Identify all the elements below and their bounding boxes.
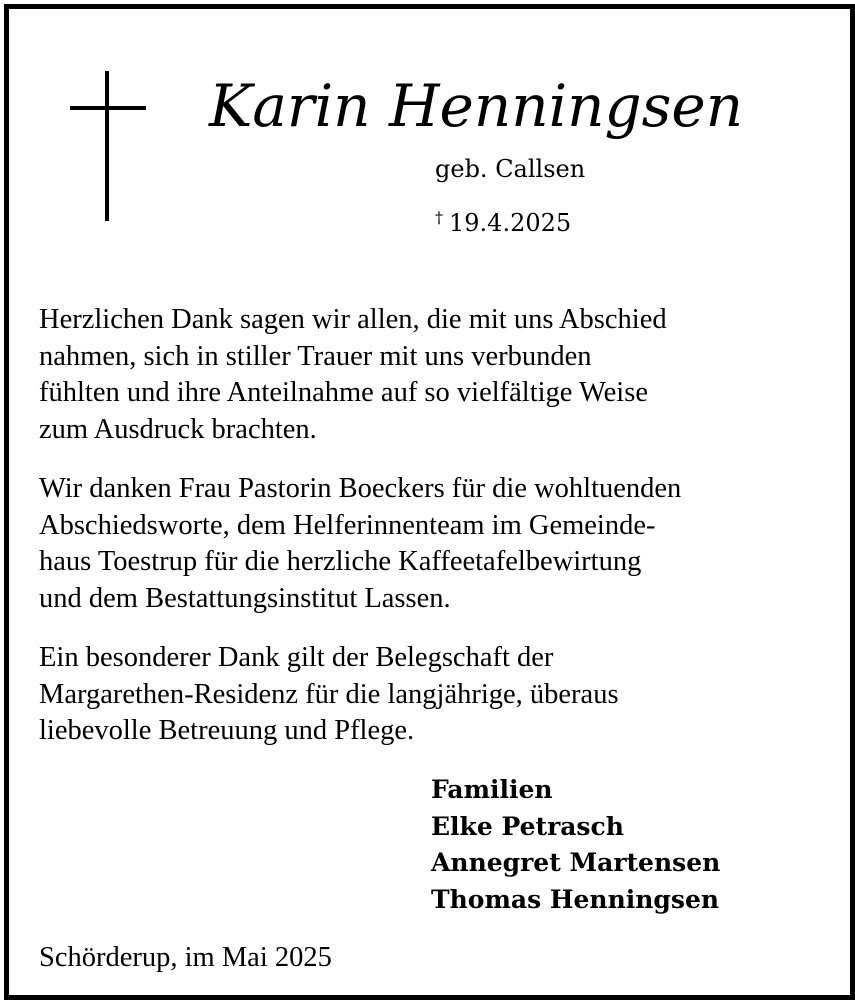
signature-line: Elke Petrasch bbox=[431, 811, 624, 841]
death-date bbox=[435, 201, 571, 240]
signature-block bbox=[431, 772, 720, 918]
text-line: und dem Bestattungsinstitut Lassen. bbox=[39, 582, 451, 614]
text-line: Ein besonderer Dank gilt der Belegschaft der bbox=[39, 642, 554, 673]
deceased-name: Karin Henningsen bbox=[209, 72, 744, 140]
death-date-value: 19.4.2025 bbox=[449, 209, 572, 237]
place-date: Schörderup, im Mai 2025 bbox=[39, 942, 332, 973]
birth-name: geb. Callsen bbox=[435, 155, 586, 183]
signature-line: Annegret Martensen bbox=[431, 848, 721, 877]
text-line: fühlten und ihre Anteilnahme auf so vielfältige Weise bbox=[39, 377, 648, 408]
text-line: Wir danken Frau Pastorin Boeckers für die wohltuenden bbox=[39, 473, 682, 504]
text-line: nahmen, sich in stiller Trauer mit uns verbunden bbox=[39, 340, 592, 372]
obituary-frame bbox=[4, 4, 855, 1000]
thanks-paragraph-2 bbox=[39, 471, 839, 617]
text-line: Herzlichen Dank sagen wir allen, die mit uns Abschied bbox=[39, 304, 667, 335]
thanks-paragraph-3 bbox=[39, 640, 839, 750]
cross-horizontal-bar bbox=[70, 106, 146, 110]
signature-line: Thomas Henningsen bbox=[431, 884, 720, 914]
text-line: zum Ausdruck brachten. bbox=[39, 413, 317, 445]
text-line: haus Toestrup für die herzliche Kaffeetafelbewirtung bbox=[39, 546, 642, 577]
dagger-icon: † bbox=[435, 208, 443, 227]
text-line: liebevolle Betreuung und Pflege. bbox=[39, 715, 415, 746]
cross-vertical-bar bbox=[105, 71, 109, 221]
thanks-paragraph-1 bbox=[39, 302, 839, 448]
signature-line: Familien bbox=[431, 775, 553, 804]
text-line: Abschiedsworte, dem Helferinnenteam im Gemeinde- bbox=[39, 509, 656, 541]
text-line: Margarethen-Residenz für die langjährige, überaus bbox=[39, 678, 619, 710]
